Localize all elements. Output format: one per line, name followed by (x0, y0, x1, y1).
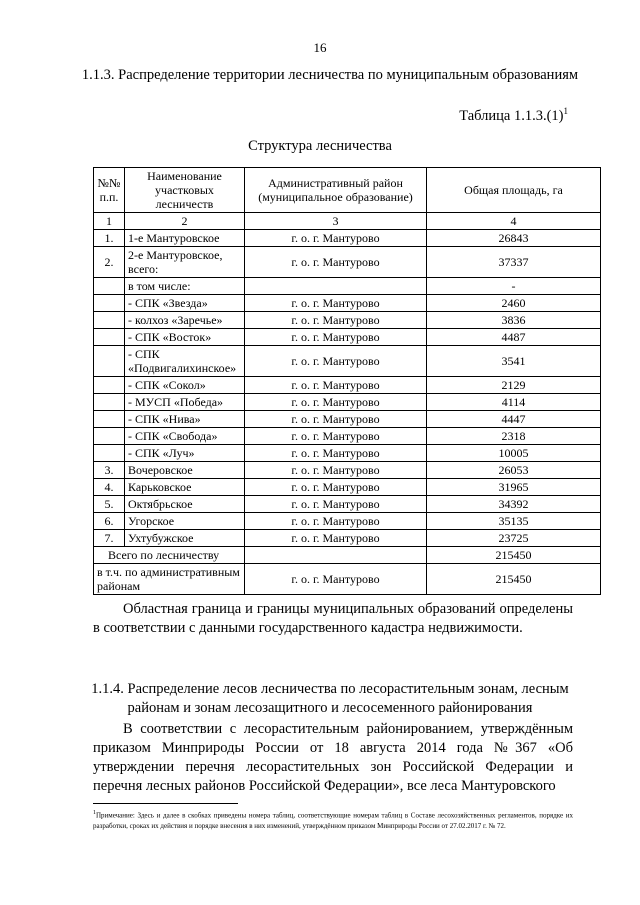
subtotal-district: г. о. г. Мантурово (245, 564, 427, 595)
table-header-row (94, 168, 601, 213)
table-row (94, 428, 601, 445)
row-area: 4487 (427, 329, 601, 346)
row-area: 31965 (427, 479, 601, 496)
subtotal-row (94, 564, 601, 595)
row-number: 4. (94, 479, 125, 496)
row-area: 10005 (427, 445, 601, 462)
row-district: г. о. г. Мантурово (245, 312, 427, 329)
row-name: в том числе: (125, 278, 245, 295)
section-heading: 1.1.3. Распределение территории лесничества по муниципальным образованиям (81, 67, 579, 83)
row-number (94, 377, 125, 394)
table-row (94, 496, 601, 513)
row-number: 5. (94, 496, 125, 513)
row-district: г. о. г. Мантурово (245, 530, 427, 547)
row-area: 2318 (427, 428, 601, 445)
row-district: г. о. г. Мантурово (245, 445, 427, 462)
table-row (94, 377, 601, 394)
table-row (94, 329, 601, 346)
table-row (94, 230, 601, 247)
paragraph-zoning: В соответствии с лесорастительным районированием, утверждённым приказом Минприроды России от 18 августа 2014 года №367 «Об утверждении перечня лесорастительных зон Российской Федерации и перечня лесных районов Российской Федерации», все леса Мантуровского (93, 721, 573, 794)
row-number (94, 394, 125, 411)
row-district: г. о. г. Мантурово (245, 394, 427, 411)
section-heading-2: 1.1.4. Распределение лесов лесничества по лесорастительным зонам, лесным районам и зонам лесозащитного и лесосеменного районирования (91, 681, 569, 716)
row-number: 3. (94, 462, 125, 479)
column-number-row (94, 213, 601, 230)
row-district: г. о. г. Мантурово (245, 479, 427, 496)
row-district: г. о. г. Мантурово (245, 377, 427, 394)
row-area: 34392 (427, 496, 601, 513)
table-row (94, 247, 601, 278)
row-district: г. о. г. Мантурово (245, 295, 427, 312)
row-name: - СПК «Сокол» (125, 377, 245, 394)
table-row (94, 479, 601, 496)
row-area: 26053 (427, 462, 601, 479)
table-row (94, 530, 601, 547)
table-row (94, 462, 601, 479)
row-area: 3836 (427, 312, 601, 329)
row-number (94, 411, 125, 428)
row-area: 3541 (427, 346, 601, 377)
row-number (94, 329, 125, 346)
row-district: г. о. г. Мантурово (245, 462, 427, 479)
row-area: 37337 (427, 247, 601, 278)
row-name: Октябрьское (125, 496, 245, 513)
table-row (94, 278, 601, 295)
row-name: Вочеровское (125, 462, 245, 479)
paragraph-cadastre: Областная граница и границы муниципальных образований определены в соответствии с данными государственного кадастра недвижимости. (93, 601, 573, 636)
row-area: 4447 (427, 411, 601, 428)
row-number (94, 346, 125, 377)
table-row (94, 513, 601, 530)
column-number: 3 (245, 213, 427, 230)
table-row (94, 346, 601, 377)
row-area: 26843 (427, 230, 601, 247)
row-district: г. о. г. Мантурово (245, 230, 427, 247)
header-cell: №№ п.п. (94, 168, 125, 213)
row-area: 23725 (427, 530, 601, 547)
footnote (93, 808, 573, 832)
table-row (94, 295, 601, 312)
row-district: г. о. г. Мантурово (245, 247, 427, 278)
row-name: - МУСП «Победа» (125, 394, 245, 411)
footnote-marker: 1 (563, 106, 568, 116)
row-area: - (427, 278, 601, 295)
row-area: 4114 (427, 394, 601, 411)
total-area: 215450 (427, 547, 601, 564)
column-number: 4 (427, 213, 601, 230)
row-number (94, 445, 125, 462)
row-name: - колхоз «Заречье» (125, 312, 245, 329)
row-name: - СПК «Подвигалихинское» (125, 346, 245, 377)
table-row (94, 411, 601, 428)
footnote-number: 1 (93, 810, 96, 816)
row-number (94, 295, 125, 312)
row-name: Угорское (125, 513, 245, 530)
header-cell: Общая площадь, га (427, 168, 601, 213)
row-name: - СПК «Луч» (125, 445, 245, 462)
subtotal-label: в т.ч. по административным районам (94, 564, 245, 595)
table-row (94, 312, 601, 329)
total-row (94, 547, 601, 564)
row-name: 2-е Мантуровское, всего: (125, 247, 245, 278)
row-area: 2129 (427, 377, 601, 394)
row-name: Ухтубужское (125, 530, 245, 547)
table-reference-label: Таблица 1.1.3.(1) (459, 107, 564, 124)
row-district (245, 278, 427, 295)
table-row (94, 394, 601, 411)
row-number: 7. (94, 530, 125, 547)
row-number: 6. (94, 513, 125, 530)
row-district: г. о. г. Мантурово (245, 513, 427, 530)
forestry-structure-table (93, 167, 601, 595)
header-cell: Наименование участковых лесничеств (125, 168, 245, 213)
total-district (245, 547, 427, 564)
row-number: 2. (94, 247, 125, 278)
row-district: г. о. г. Мантурово (245, 428, 427, 445)
row-district: г. о. г. Мантурово (245, 496, 427, 513)
row-number (94, 278, 125, 295)
footnote-text: Примечание: Здесь и далее в скобках приведены номера таблиц, соответствующие номерам таблиц в Составе лесохозяйственных регламентов, порядке их разработки, сроках их действия и порядке внесения в них изменений, утверждённом приказом Минприроды России от 27.02.2017 г. № 72. (93, 811, 573, 831)
row-name: - СПК «Нива» (125, 411, 245, 428)
row-number: 1. (94, 230, 125, 247)
row-number (94, 428, 125, 445)
column-number: 1 (94, 213, 125, 230)
row-area: 35135 (427, 513, 601, 530)
table-reference (459, 106, 568, 125)
header-cell: Административный район (муниципальное образование) (245, 168, 427, 213)
row-name: - СПК «Восток» (125, 329, 245, 346)
row-district: г. о. г. Мантурово (245, 411, 427, 428)
subtotal-area: 215450 (427, 564, 601, 595)
row-district: г. о. г. Мантурово (245, 346, 427, 377)
row-district: г. о. г. Мантурово (245, 329, 427, 346)
row-area: 2460 (427, 295, 601, 312)
row-name: - СПК «Звезда» (125, 295, 245, 312)
table-row (94, 445, 601, 462)
column-number: 2 (125, 213, 245, 230)
table-body (94, 230, 601, 547)
row-name: - СПК «Свобода» (125, 428, 245, 445)
footnote-divider (93, 803, 238, 804)
row-number (94, 312, 125, 329)
table-title: Структура лесничества (248, 138, 392, 154)
total-label: Всего по лесничеству (94, 547, 245, 564)
row-name: Карьковское (125, 479, 245, 496)
page-number: 16 (313, 40, 327, 55)
row-name: 1-е Мантуровское (125, 230, 245, 247)
